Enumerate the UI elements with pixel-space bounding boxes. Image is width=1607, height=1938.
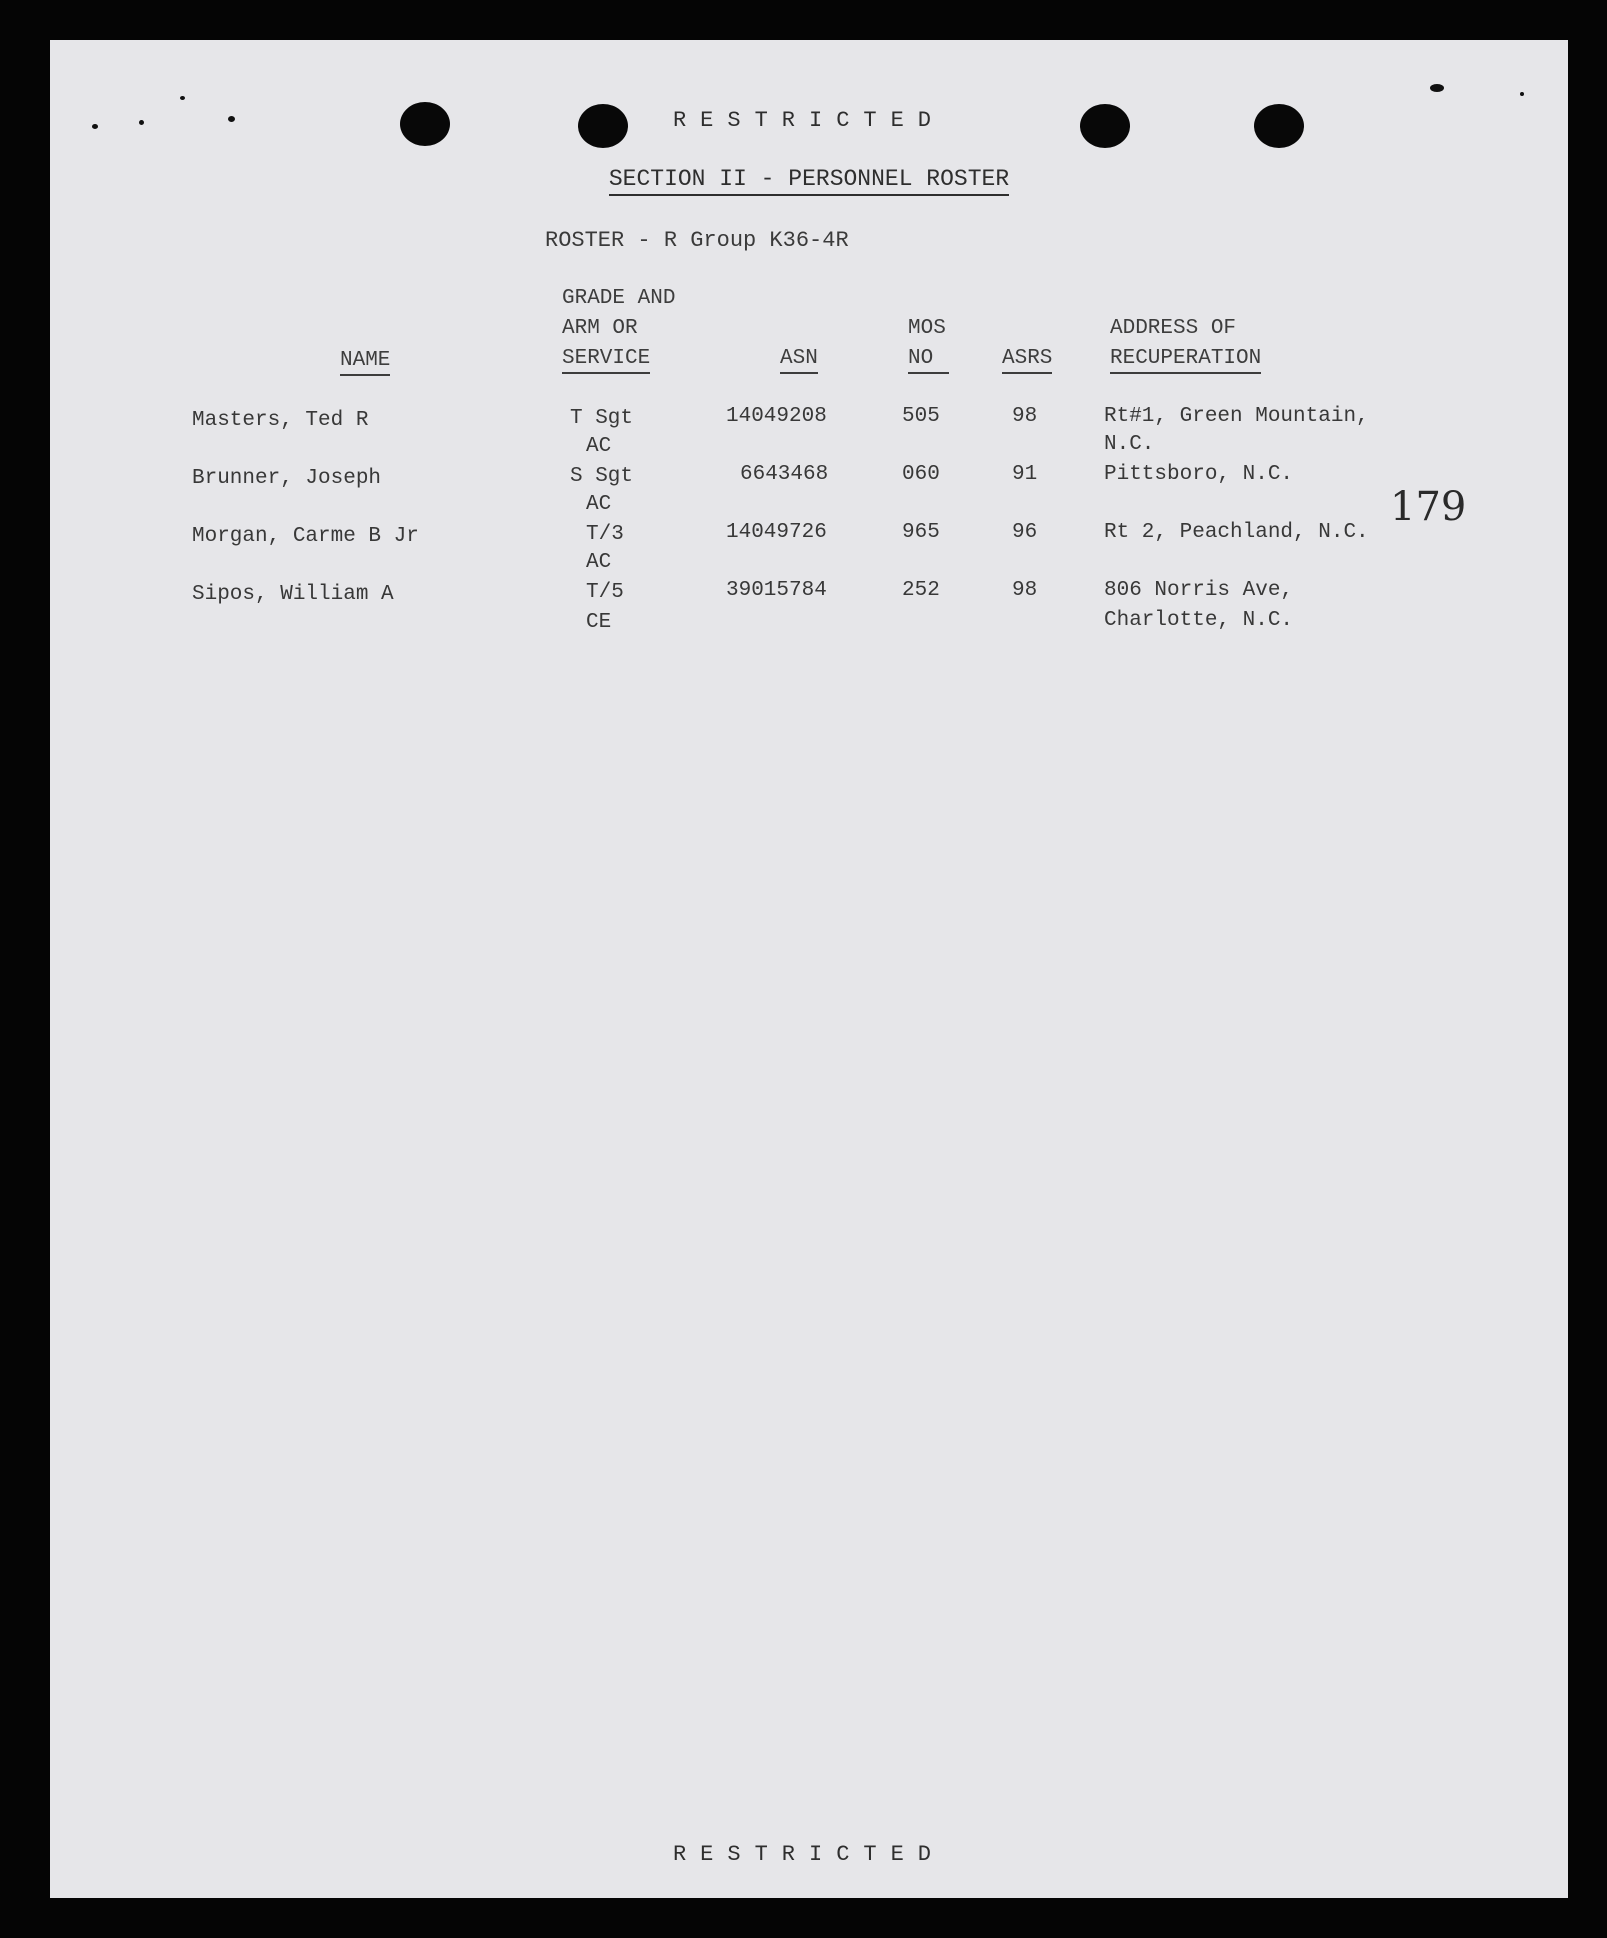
scan-speck [1430, 84, 1444, 92]
cell-grade: T Sgt [570, 407, 634, 430]
cell-arm: AC [586, 435, 612, 458]
roster-subtitle: ROSTER - R Group K36-4R [545, 228, 849, 253]
col-header-address [1110, 314, 1261, 374]
page-number-stamp: 179 [1390, 484, 1467, 530]
cell-address-line1: 806 Norris Ave, [1104, 579, 1294, 602]
cell-address-line1: Pittsboro, N.C. [1104, 463, 1294, 486]
col-header-asn [780, 344, 818, 374]
cell-arm: AC [586, 551, 612, 574]
cell-asn: 6643468 [740, 463, 829, 486]
cell-asn: 14049726 [726, 521, 827, 544]
cell-mos: 965 [902, 521, 940, 544]
cell-grade: T/3 [586, 523, 624, 546]
cell-name: Masters, Ted R [192, 409, 369, 432]
cell-name: Morgan, Carme B Jr [192, 525, 419, 548]
col-header-mos-line1: MOS [908, 317, 946, 340]
cell-asn: 14049208 [726, 405, 827, 428]
col-header-grade-line1: GRADE AND [562, 287, 676, 310]
col-header-address-line1: ADDRESS OF [1110, 317, 1237, 340]
scan-speck [1520, 92, 1524, 96]
col-header-asn-text: ASN [780, 346, 818, 374]
scan-speck [180, 96, 185, 100]
cell-asrs: 98 [1012, 405, 1038, 428]
col-header-asrs [1002, 344, 1052, 374]
cell-address-line2: Charlotte, N.C. [1104, 609, 1294, 632]
cell-mos: 060 [902, 463, 940, 486]
cell-asrs: 96 [1012, 521, 1038, 544]
cell-address-line2: N.C. [1104, 433, 1155, 456]
section-title [50, 166, 1568, 192]
section-title-text: SECTION II - PERSONNEL ROSTER [609, 166, 1009, 196]
restricted-bottom: RESTRICTED [672, 1842, 946, 1867]
col-header-asrs-text: ASRS [1002, 346, 1052, 374]
cell-arm: AC [586, 493, 612, 516]
cell-mos: 505 [902, 405, 940, 428]
cell-name: Sipos, William A [192, 583, 394, 606]
col-header-grade-line2: ARM OR [562, 317, 638, 340]
col-header-mos [908, 314, 949, 374]
col-header-address-line2: RECUPERATION [1110, 346, 1261, 374]
cell-asn: 39015784 [726, 579, 827, 602]
col-header-grade-line3: SERVICE [562, 346, 650, 374]
col-header-name-text: NAME [340, 348, 390, 376]
document-page [50, 40, 1568, 1898]
col-header-mos-line2: NO [908, 346, 949, 374]
cell-grade: T/5 [586, 581, 624, 604]
cell-grade: S Sgt [570, 465, 634, 488]
cell-mos: 252 [902, 579, 940, 602]
cell-arm: CE [586, 611, 612, 634]
cell-asrs: 98 [1012, 579, 1038, 602]
cell-address-line1: Rt 2, Peachland, N.C. [1104, 521, 1369, 544]
restricted-top: RESTRICTED [672, 108, 946, 133]
col-header-name [340, 346, 390, 376]
cell-address-line1: Rt#1, Green Mountain, [1104, 405, 1369, 428]
cell-name: Brunner, Joseph [192, 467, 382, 490]
cell-asrs: 91 [1012, 463, 1038, 486]
col-header-grade [562, 284, 675, 374]
